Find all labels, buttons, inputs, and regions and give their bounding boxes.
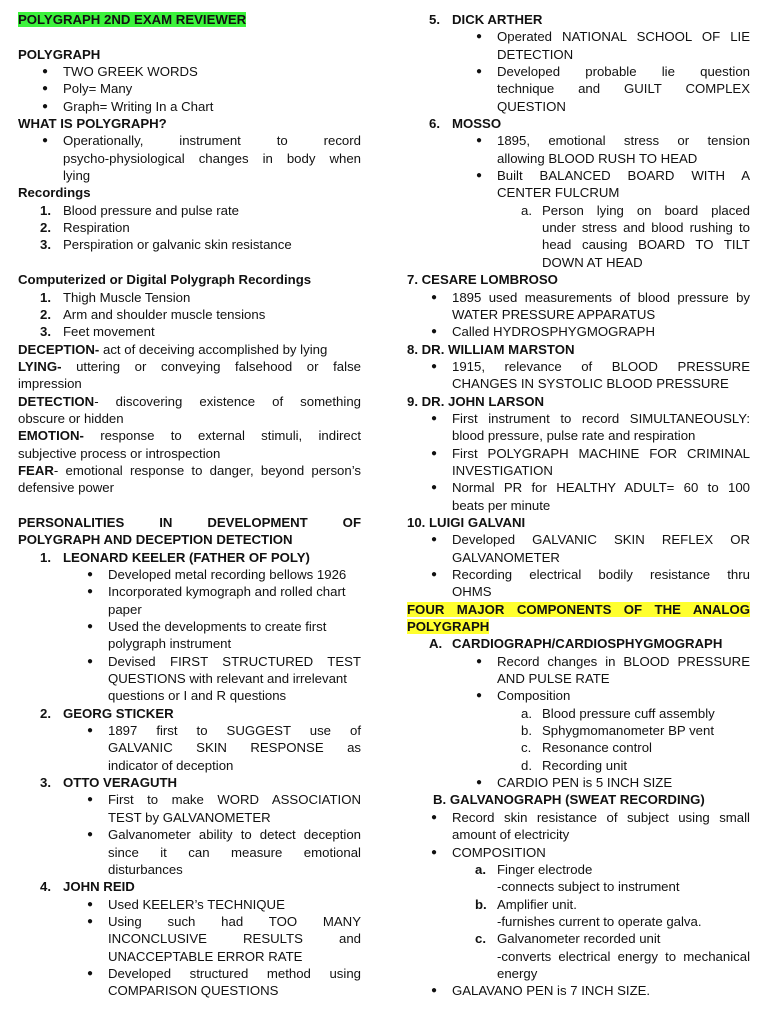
personalities-heading: PERSONALITIES IN DEVELOPMENT OF (18, 514, 361, 530)
bullet-icon: ● (42, 135, 49, 147)
bullet-icon: ● (431, 985, 438, 997)
person-sticker: 2. GEORG STICKER (40, 705, 174, 721)
list-item: ● First to make WORD ASSOCIATION TEST by GALVANOMETER (87, 792, 361, 825)
bullet-icon: ● (87, 655, 94, 667)
bullet-icon: ● (476, 135, 483, 147)
list-item: ● Using such had TOO MANY INCONCLUSIVE RESULTS and UNACCEPTABLE ERROR RATE (87, 913, 361, 964)
bullet-icon: ● (42, 100, 49, 112)
bullet-icon: ● (87, 967, 94, 979)
list-item: ● First POLYGRAPH MACHINE FOR CRIMINAL INVESTIGATION (431, 445, 750, 478)
list-item: ● Composition (476, 688, 571, 704)
person-reid: 4. JOHN REID (40, 879, 135, 895)
bullet-icon: ● (431, 447, 438, 459)
person-mosso: 6. MOSSO (429, 116, 502, 132)
bullet-icon: ● (87, 569, 94, 580)
list-item: ● 1915, relevance of BLOOD PRESSURE CHANGES IN SYSTOLIC BLOOD PRESSURE (431, 358, 750, 392)
bullet-icon: ● (431, 482, 438, 494)
bullet-icon: ● (87, 621, 94, 633)
list-item: ● Poly= Many (42, 81, 133, 97)
definition-detection: DETECTION- discovering existence of something (18, 393, 361, 409)
polygraph-heading: POLYGRAPH (18, 46, 101, 62)
bullet-icon: ● (431, 360, 438, 372)
bullet-icon: ● (431, 412, 438, 424)
component-cardiograph: A. CARDIOGRAPH/CARDIOSPHYGMOGRAPH (429, 636, 723, 652)
definition-deception: DECEPTION- act of deceiving accomplished by lying (18, 341, 328, 357)
list-item: ● 1897 first to SUGGEST use of GALVANIC SKIN RESPONSE as indicator of deception (87, 723, 361, 773)
bullet-icon: ● (476, 170, 483, 182)
list-item: ● Operated NATIONAL SCHOOL OF LIE DETECTION (476, 29, 750, 62)
bullet-icon: ● (476, 777, 483, 789)
bullet-icon: ● (431, 534, 438, 546)
list-item: ● Operationally, instrument to record psycho-physiological changes in body when lying (42, 133, 361, 184)
bullet-icon: ● (476, 690, 483, 702)
bullet-icon: ● (476, 655, 483, 667)
bullet-icon: ● (42, 83, 49, 95)
list-item: ● CARDIO PEN is 5 INCH SIZE (476, 775, 673, 791)
list-item: 2. Respiration (40, 220, 130, 236)
list-item: ● TWO GREEK WORDS (42, 64, 198, 80)
recordings-heading: Recordings (18, 185, 91, 201)
list-item: 3. Feet movement (40, 324, 155, 340)
list-item: b. Sphygmomanometer BP vent (521, 723, 715, 739)
list-item: ● Built BALANCED BOARD WITH A CENTER FULCRUM (476, 168, 750, 201)
list-item: d. Recording unit (521, 757, 628, 773)
bullet-icon: ● (431, 291, 438, 303)
list-item: ● Developed GALVANIC SKIN REFLEX OR GALVANOMETER (431, 532, 750, 565)
person-keeler: 1. LEONARD KEELER (FATHER OF POLY) (40, 549, 310, 565)
bullet-icon: ● (42, 66, 49, 78)
bullet-icon: ● (87, 898, 94, 910)
person-marston: 8. DR. WILLIAM MARSTON (407, 341, 575, 357)
bullet-icon: ● (431, 569, 438, 580)
list-item: ● Incorporated kymograph and rolled chart paper (87, 584, 346, 617)
list-item: ● Record skin resistance of subject using small amount of electricity (431, 809, 750, 843)
definition-lying: LYING- uttering or conveying falsehood or false (18, 358, 361, 374)
bullet-icon: ● (87, 725, 94, 737)
list-item: ● GALAVANO PEN is 7 INCH SIZE. (431, 983, 651, 999)
list-item: ● Normal PR for HEALTHY ADULT= 60 to 100 beats per minute (431, 480, 750, 513)
what-heading: WHAT IS POLYGRAPH? (18, 116, 167, 132)
list-item: a. Person lying on board placed under stress and blood rushing to head causing BOARD TO TILT DOWN AT HEAD (521, 202, 750, 270)
person-arther: 5. DICK ARTHER (429, 12, 543, 27)
list-item: ● Galvanometer ability to detect deception since it can measure emotional disturbances (87, 827, 361, 877)
definition-emotion: EMOTION- response to external stimuli, indirect (18, 428, 361, 444)
list-item: 3. Perspiration or galvanic skin resistance (40, 237, 292, 253)
definition-fear: FEAR- emotional response to danger, beyond person’s (18, 462, 361, 478)
list-item: ● Used KEELER’s TECHNIQUE (87, 896, 285, 912)
list-item: ● First instrument to record SIMULTANEOUSLY: blood pressure, pulse rate and respiration (431, 410, 750, 444)
list-item: c. Galvanometer recorded unit -converts electrical energy to mechanical energy (475, 931, 750, 981)
list-item: 1. Thigh Muscle Tension (40, 289, 191, 305)
bullet-icon: ● (87, 586, 94, 598)
components-heading: FOUR MAJOR COMPONENTS OF THE ANALOG (407, 601, 750, 617)
list-item: ● 1895, emotional stress or tension allowing BLOOD RUSH TO HEAD (476, 133, 750, 166)
list-item: ● Graph= Writing In a Chart (42, 98, 214, 114)
bullet-icon: ● (431, 846, 438, 858)
list-item: ● Developed probable lie question technique and GUILT COMPLEX QUESTION (476, 64, 750, 114)
person-veraguth: 3. OTTO VERAGUTH (40, 775, 178, 791)
person-lombroso: 7. CESARE LOMBROSO (407, 272, 558, 288)
list-item: a. Blood pressure cuff assembly (521, 705, 715, 721)
list-item: ● COMPOSITION (431, 844, 546, 860)
bullet-icon: ● (87, 829, 94, 841)
list-item: ● Called HYDROSPHYGMOGRAPH (431, 324, 655, 340)
bullet-icon: ● (431, 326, 438, 338)
list-item: ● Record changes in BLOOD PRESSURE AND PULSE RATE (476, 653, 750, 687)
document-title: POLYGRAPH 2ND EXAM REVIEWER (18, 12, 247, 27)
bullet-icon: ● (87, 794, 94, 806)
list-item: ● 1895 used measurements of blood pressure by WATER PRESSURE APPARATUS (431, 289, 750, 322)
bullet-icon: ● (431, 811, 438, 823)
left-column: POLYGRAPH 2ND EXAM REVIEWER POLYGRAPH ● TWO GREEK WORDS ● Poly= Many ● Graph= Writing In a Chart WHAT IS POLYGRAPH? ● Operationally, instrument to record psycho-physiological changes in body when lying Recordings 1. Blood pressure and pulse rate 2. Respiration 3. Perspiration or galvanic skin resistance Computerized or Digital Polygraph Recordings 1. Thigh Muscle Tension 2. Arm and shoulder muscle tensions 3. Feet movement DECEPTION- act of deceiving accomplished by lying LYING- uttering or conveying falsehood or false impression DETECTION- discovering existence of something obscure or hidden EMOTION- response to external stimuli, indirect subjective process or introspection FEAR- emotional response to danger, beyond person’s defensive power PERSONALITIES IN DEVELOPMENT OF POLYGRAPH AND DECEPTION DETECTION 1. LEONARD KEELER (FATHER OF POLY) ● Developed metal recording bellows 1926 ● Incorporated kymograph and rolled chart paper ● Used the developments to create first polygraph instrument ● Devised FIRST STRUCTURED TEST QUESTIONS with relevant and irrelevant questions or I and R questions 2. GEORG STICKER ● 1897 first to SUGGEST use of GALVANIC SKIN RESPONSE as indicator of deception 3. OTTO VERAGUTH ● First to make WORD ASSOCIATION TEST by GALVANOMETER ● Galvanometer ability to detect deception since it can measure emotional disturbances 4. JOHN REID ● Used KEELER’s TECHNIQUE ● Using such had TOO MANY INCONCLUSIVE RESULTS and UNACCEPTABLE ERROR RATE ● Developed structured method using COMPARISON QUESTIONS (18, 12, 361, 999)
list-item: 1. Blood pressure and pulse rate (40, 202, 239, 218)
bullet-icon: ● (476, 66, 483, 78)
list-item: b. Amplifier unit. -furnishes current to operate galva. (475, 896, 702, 929)
right-column: 5. DICK ARTHER ● Operated NATIONAL SCHOOL OF LIE DETECTION ● Developed probable lie question technique and GUILT COMPLEX QUESTION 6. MOSSO ● 1895, emotional stress or tension allowing BLOOD RUSH TO HEAD ● Built BALANCED BOARD WITH A CENTER FULCRUM a. Person lying on board placed under stress and blood rushing to head causing BOARD TO TILT DOWN AT HEAD 7. CESARE LOMBROSO ● 1895 used measurements of blood pressure by WATER PRESSURE APPARATUS ● Called HYDROSPHYGMOGRAPH 8. DR. WILLIAM MARSTON ● 1915, relevance of BLOOD PRESSURE CHANGES IN SYSTOLIC BLOOD PRESSURE 9. DR. JOHN LARSON ● First instrument to record SIMULTANEOUSLY: blood pressure, pulse rate and respiration ● First POLYGRAPH MACHINE FOR CRIMINAL INVESTIGATION ● Normal PR for HEALTHY ADULT= 60 to 100 beats per minute 10. LUIGI GALVANI ● Developed GALVANIC SKIN REFLEX OR GALVANOMETER ● Recording electrical bodily resistance thru OHMS FOUR MAJOR COMPONENTS OF THE ANALOG POLYGRAPH A. CARDIOGRAPH/CARDIOSPHYGMOGRAPH ● Record changes in BLOOD PRESSURE AND PULSE RATE ● Composition a. Blood pressure cuff assembly b. Sphygmomanometer BP vent c. Resonance control d. Recording unit ● CARDIO PEN is 5 INCH SIZE B. GALVANOGRAPH (SWEAT RECORDING) ● Record skin resistance of subject using small amount of electricity ● COMPOSITION a. Finger electrode -connects subject to instrument b. Amplifier unit. -furnishes current to operate galva. c. Galvanometer recorded unit -converts electrical energy to mechanical energy ● GALAVANO PEN is 7 INCH SIZE. (407, 12, 750, 999)
list-item: a. Finger electrode -connects subject to instrument (475, 861, 680, 895)
list-item: 2. Arm and shoulder muscle tensions (40, 306, 266, 322)
list-item: c. Resonance control (521, 740, 652, 756)
person-larson: 9. DR. JOHN LARSON (407, 393, 545, 409)
person-galvani: 10. LUIGI GALVANI (407, 514, 526, 530)
bullet-icon: ● (87, 915, 94, 927)
list-item: ● Used the developments to create first polygraph instrument (87, 619, 327, 652)
list-item: ● Recording electrical bodily resistance thru OHMS (431, 567, 750, 600)
list-item: ● Devised FIRST STRUCTURED TEST QUESTIONS with relevant and irrelevant questions or I and R questions (87, 653, 361, 704)
list-item: ● Developed metal recording bellows 1926 (87, 567, 347, 582)
bullet-icon: ● (476, 31, 483, 43)
component-galvanograph: B. GALVANOGRAPH (SWEAT RECORDING) (433, 792, 705, 808)
computerized-heading: Computerized or Digital Polygraph Recordings (18, 272, 312, 288)
list-item: ● Developed structured method using COMPARISON QUESTIONS (87, 965, 361, 999)
